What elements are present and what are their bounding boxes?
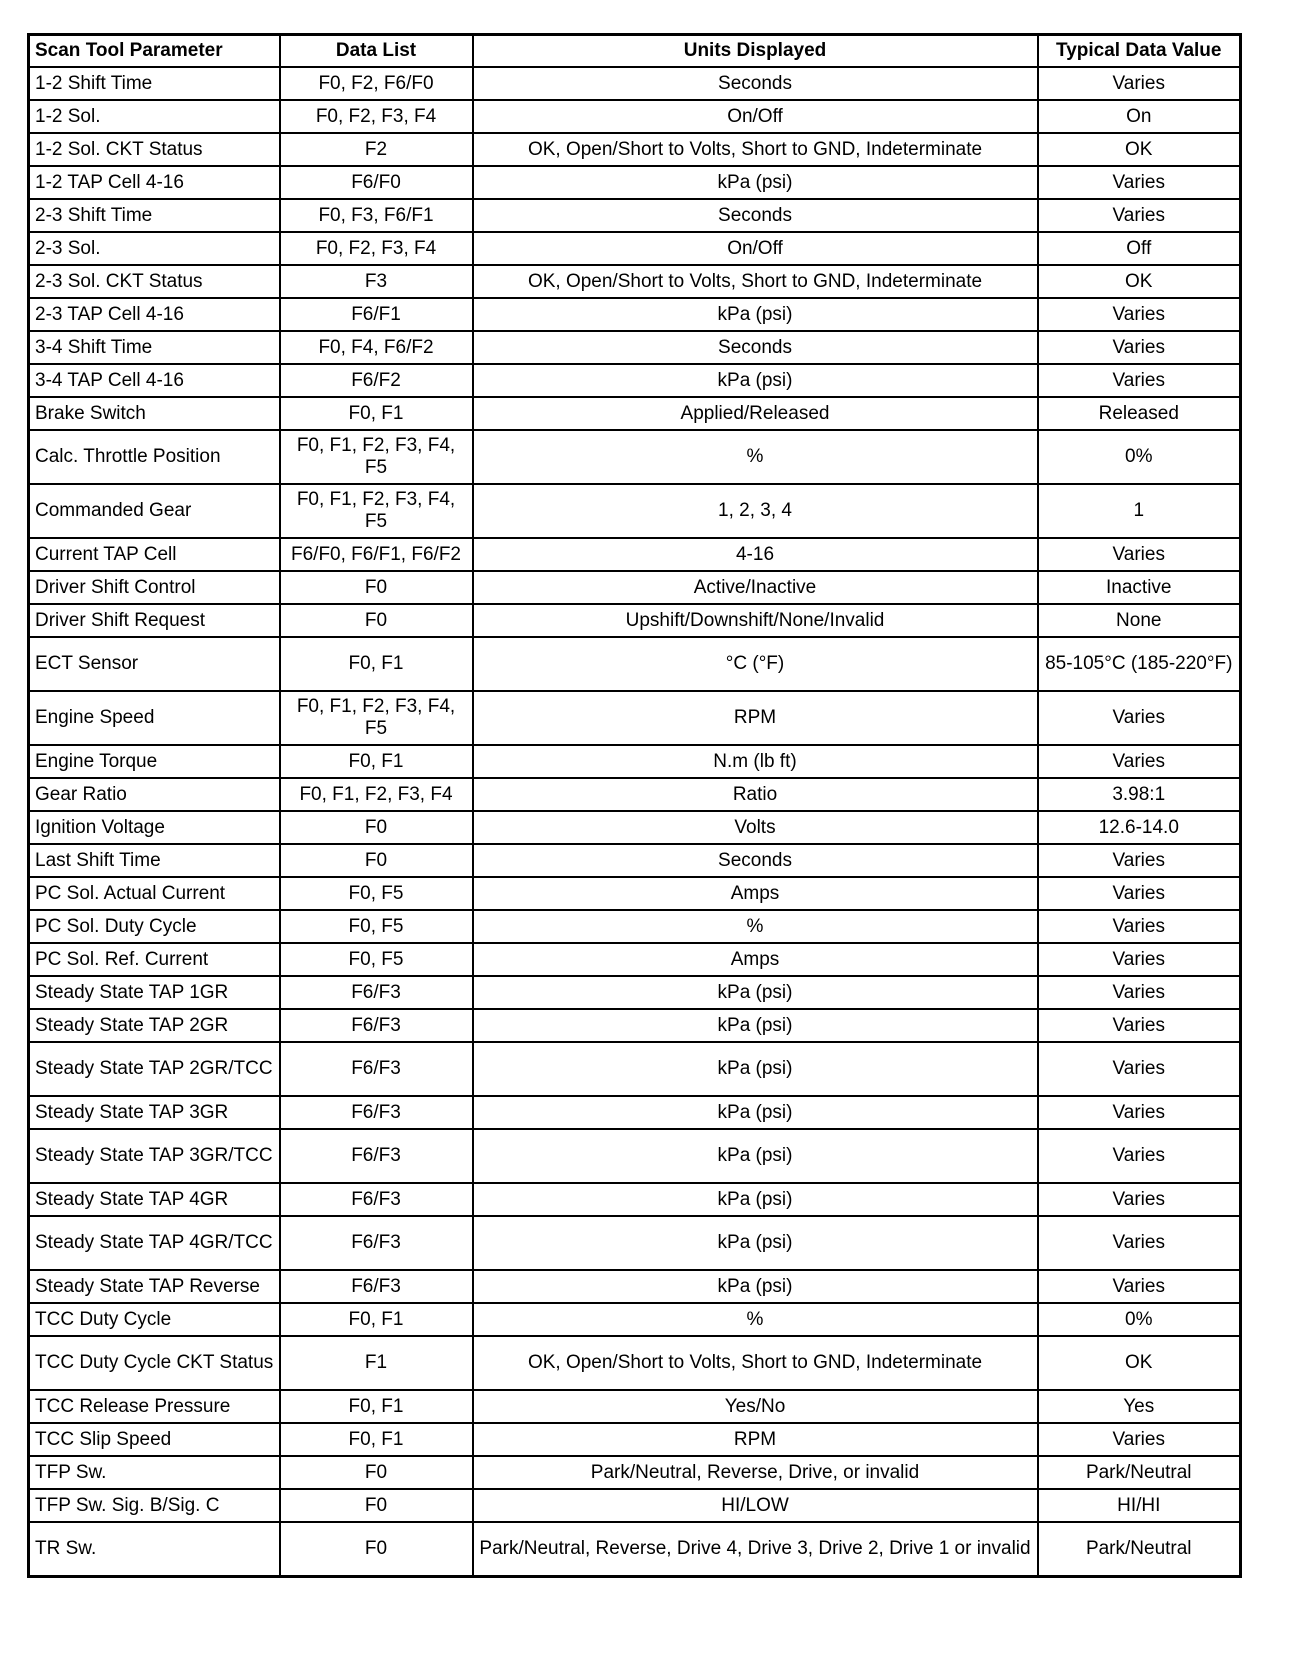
table-body (29, 67, 1241, 1577)
cell-units-displayed: N.m (lb ft) (473, 745, 1038, 778)
cell-typical-data-value: Varies (1038, 364, 1241, 397)
cell-units-displayed: On/Off (473, 100, 1038, 133)
cell-scan-tool-parameter: Current TAP Cell (29, 538, 280, 571)
cell-scan-tool-parameter: Driver Shift Request (29, 604, 280, 637)
cell-typical-data-value: Inactive (1038, 571, 1241, 604)
cell-typical-data-value: Varies (1038, 745, 1241, 778)
cell-scan-tool-parameter: TFP Sw. (29, 1456, 280, 1489)
cell-scan-tool-parameter: 2-3 Sol. CKT Status (29, 265, 280, 298)
table-row (29, 691, 1241, 745)
cell-scan-tool-parameter: Steady State TAP 3GR (29, 1096, 280, 1129)
cell-scan-tool-parameter: Steady State TAP 4GR/TCC (29, 1216, 280, 1270)
cell-data-list: F6/F3 (280, 1009, 473, 1042)
cell-data-list: F0, F1 (280, 1390, 473, 1423)
scan-tool-data-table (27, 33, 1242, 1578)
cell-typical-data-value: OK (1038, 1336, 1241, 1390)
cell-data-list: F2 (280, 133, 473, 166)
cell-scan-tool-parameter: 3-4 TAP Cell 4-16 (29, 364, 280, 397)
cell-data-list: F6/F3 (280, 1216, 473, 1270)
table-row (29, 1390, 1241, 1423)
table-row (29, 1489, 1241, 1522)
cell-data-list: F0, F1 (280, 745, 473, 778)
table-row (29, 844, 1241, 877)
table-row (29, 1183, 1241, 1216)
table-row (29, 331, 1241, 364)
table-row (29, 397, 1241, 430)
cell-typical-data-value: Varies (1038, 1270, 1241, 1303)
cell-scan-tool-parameter: TCC Release Pressure (29, 1390, 280, 1423)
table-row (29, 430, 1241, 484)
cell-units-displayed: % (473, 910, 1038, 943)
cell-scan-tool-parameter: Gear Ratio (29, 778, 280, 811)
cell-units-displayed: Amps (473, 877, 1038, 910)
table-row (29, 976, 1241, 1009)
cell-data-list: F0, F1, F2, F3, F4, F5 (280, 691, 473, 745)
cell-data-list: F6/F3 (280, 976, 473, 1009)
cell-scan-tool-parameter: 1-2 Shift Time (29, 67, 280, 100)
cell-units-displayed: OK, Open/Short to Volts, Short to GND, Indeterminate (473, 1336, 1038, 1390)
cell-units-displayed: OK, Open/Short to Volts, Short to GND, Indeterminate (473, 265, 1038, 298)
cell-scan-tool-parameter: 1-2 Sol. (29, 100, 280, 133)
cell-data-list: F6/F3 (280, 1183, 473, 1216)
cell-typical-data-value: Varies (1038, 1423, 1241, 1456)
table-row (29, 133, 1241, 166)
table-header-row (29, 35, 1241, 68)
cell-units-displayed: RPM (473, 691, 1038, 745)
table-row (29, 1042, 1241, 1096)
cell-typical-data-value: Yes (1038, 1390, 1241, 1423)
cell-typical-data-value: Varies (1038, 166, 1241, 199)
cell-typical-data-value: On (1038, 100, 1241, 133)
header-units-displayed: Units Displayed (473, 35, 1038, 68)
cell-scan-tool-parameter: Engine Torque (29, 745, 280, 778)
cell-data-list: F1 (280, 1336, 473, 1390)
cell-units-displayed: kPa (psi) (473, 1096, 1038, 1129)
cell-scan-tool-parameter: TCC Slip Speed (29, 1423, 280, 1456)
cell-data-list: F0, F3, F6/F1 (280, 199, 473, 232)
cell-units-displayed: kPa (psi) (473, 1183, 1038, 1216)
table-row (29, 1129, 1241, 1183)
cell-units-displayed: kPa (psi) (473, 1009, 1038, 1042)
table-row (29, 877, 1241, 910)
cell-units-displayed: HI/LOW (473, 1489, 1038, 1522)
cell-typical-data-value: Off (1038, 232, 1241, 265)
cell-scan-tool-parameter: ECT Sensor (29, 637, 280, 691)
cell-units-displayed: Upshift/Downshift/None/Invalid (473, 604, 1038, 637)
cell-typical-data-value: Varies (1038, 943, 1241, 976)
cell-units-displayed: kPa (psi) (473, 364, 1038, 397)
cell-data-list: F6/F0 (280, 166, 473, 199)
cell-typical-data-value: Varies (1038, 844, 1241, 877)
cell-scan-tool-parameter: Ignition Voltage (29, 811, 280, 844)
cell-typical-data-value: 0% (1038, 1303, 1241, 1336)
cell-units-displayed: kPa (psi) (473, 1042, 1038, 1096)
cell-typical-data-value: 12.6-14.0 (1038, 811, 1241, 844)
cell-scan-tool-parameter: PC Sol. Duty Cycle (29, 910, 280, 943)
cell-data-list: F3 (280, 265, 473, 298)
cell-scan-tool-parameter: Last Shift Time (29, 844, 280, 877)
cell-units-displayed: Active/Inactive (473, 571, 1038, 604)
cell-scan-tool-parameter: TCC Duty Cycle (29, 1303, 280, 1336)
cell-units-displayed: Seconds (473, 844, 1038, 877)
cell-data-list: F6/F1 (280, 298, 473, 331)
cell-scan-tool-parameter: Steady State TAP 3GR/TCC (29, 1129, 280, 1183)
cell-typical-data-value: Varies (1038, 1183, 1241, 1216)
cell-scan-tool-parameter: Steady State TAP 4GR (29, 1183, 280, 1216)
cell-units-displayed: Seconds (473, 199, 1038, 232)
cell-units-displayed: % (473, 430, 1038, 484)
table-row (29, 538, 1241, 571)
table-row (29, 637, 1241, 691)
table-row (29, 910, 1241, 943)
cell-typical-data-value: Released (1038, 397, 1241, 430)
cell-units-displayed: Volts (473, 811, 1038, 844)
cell-units-displayed: Applied/Released (473, 397, 1038, 430)
cell-scan-tool-parameter: PC Sol. Ref. Current (29, 943, 280, 976)
cell-typical-data-value: 3.98:1 (1038, 778, 1241, 811)
cell-units-displayed: kPa (psi) (473, 1129, 1038, 1183)
table-row (29, 484, 1241, 538)
cell-data-list: F0, F5 (280, 877, 473, 910)
cell-units-displayed: Amps (473, 943, 1038, 976)
cell-typical-data-value: Varies (1038, 298, 1241, 331)
cell-scan-tool-parameter: Steady State TAP 2GR/TCC (29, 1042, 280, 1096)
header-scan-tool-parameter: Scan Tool Parameter (29, 35, 280, 68)
cell-scan-tool-parameter: PC Sol. Actual Current (29, 877, 280, 910)
cell-data-list: F0 (280, 1522, 473, 1577)
cell-data-list: F0, F1 (280, 1303, 473, 1336)
cell-typical-data-value: Varies (1038, 1096, 1241, 1129)
table-row (29, 1009, 1241, 1042)
cell-scan-tool-parameter: 2-3 TAP Cell 4-16 (29, 298, 280, 331)
table-row (29, 1423, 1241, 1456)
cell-scan-tool-parameter: Commanded Gear (29, 484, 280, 538)
cell-units-displayed: % (473, 1303, 1038, 1336)
cell-scan-tool-parameter: Engine Speed (29, 691, 280, 745)
cell-data-list: F0, F1 (280, 1423, 473, 1456)
cell-data-list: F6/F3 (280, 1042, 473, 1096)
cell-units-displayed: Park/Neutral, Reverse, Drive 4, Drive 3, Drive 2, Drive 1 or invalid (473, 1522, 1038, 1577)
cell-data-list: F0, F5 (280, 910, 473, 943)
cell-data-list: F0, F2, F3, F4 (280, 232, 473, 265)
cell-typical-data-value: Park/Neutral (1038, 1456, 1241, 1489)
table-row (29, 166, 1241, 199)
table-row (29, 1456, 1241, 1489)
cell-data-list: F0, F1, F2, F3, F4, F5 (280, 484, 473, 538)
table-row (29, 604, 1241, 637)
cell-typical-data-value: 1 (1038, 484, 1241, 538)
cell-typical-data-value: OK (1038, 265, 1241, 298)
cell-data-list: F0 (280, 1489, 473, 1522)
cell-data-list: F0, F1 (280, 397, 473, 430)
cell-scan-tool-parameter: Steady State TAP 2GR (29, 1009, 280, 1042)
cell-data-list: F0, F2, F3, F4 (280, 100, 473, 133)
cell-data-list: F0 (280, 1456, 473, 1489)
table-row (29, 298, 1241, 331)
cell-units-displayed: Park/Neutral, Reverse, Drive, or invalid (473, 1456, 1038, 1489)
cell-data-list: F0, F2, F6/F0 (280, 67, 473, 100)
table-row (29, 1303, 1241, 1336)
table-row (29, 1216, 1241, 1270)
cell-scan-tool-parameter: 1-2 TAP Cell 4-16 (29, 166, 280, 199)
cell-typical-data-value: 0% (1038, 430, 1241, 484)
cell-units-displayed: Seconds (473, 331, 1038, 364)
cell-data-list: F0 (280, 571, 473, 604)
table-row (29, 265, 1241, 298)
cell-data-list: F0, F4, F6/F2 (280, 331, 473, 364)
cell-units-displayed: kPa (psi) (473, 1216, 1038, 1270)
table-row (29, 1270, 1241, 1303)
cell-typical-data-value: None (1038, 604, 1241, 637)
cell-typical-data-value: Varies (1038, 976, 1241, 1009)
cell-data-list: F0 (280, 604, 473, 637)
table-row (29, 811, 1241, 844)
table-row (29, 943, 1241, 976)
cell-units-displayed: 1, 2, 3, 4 (473, 484, 1038, 538)
cell-scan-tool-parameter: 1-2 Sol. CKT Status (29, 133, 280, 166)
cell-units-displayed: Yes/No (473, 1390, 1038, 1423)
cell-typical-data-value: 85-105°C (185-220°F) (1038, 637, 1241, 691)
cell-data-list: F0 (280, 811, 473, 844)
header-typical-data-value: Typical Data Value (1038, 35, 1241, 68)
cell-scan-tool-parameter: Calc. Throttle Position (29, 430, 280, 484)
cell-units-displayed: On/Off (473, 232, 1038, 265)
table-row (29, 571, 1241, 604)
cell-typical-data-value: Varies (1038, 67, 1241, 100)
cell-data-list: F0 (280, 844, 473, 877)
cell-data-list: F6/F0, F6/F1, F6/F2 (280, 538, 473, 571)
cell-data-list: F0, F1, F2, F3, F4 (280, 778, 473, 811)
cell-typical-data-value: Varies (1038, 1216, 1241, 1270)
cell-data-list: F6/F3 (280, 1129, 473, 1183)
cell-typical-data-value: OK (1038, 133, 1241, 166)
cell-units-displayed: 4-16 (473, 538, 1038, 571)
cell-units-displayed: kPa (psi) (473, 976, 1038, 1009)
table-row (29, 778, 1241, 811)
cell-scan-tool-parameter: Steady State TAP 1GR (29, 976, 280, 1009)
cell-data-list: F0, F1 (280, 637, 473, 691)
table-row (29, 745, 1241, 778)
cell-units-displayed: Ratio (473, 778, 1038, 811)
cell-data-list: F0, F5 (280, 943, 473, 976)
cell-data-list: F6/F2 (280, 364, 473, 397)
cell-units-displayed: kPa (psi) (473, 1270, 1038, 1303)
table-row (29, 364, 1241, 397)
table-row (29, 232, 1241, 265)
cell-units-displayed: Seconds (473, 67, 1038, 100)
cell-typical-data-value: Varies (1038, 538, 1241, 571)
cell-typical-data-value: Varies (1038, 1129, 1241, 1183)
cell-data-list: F6/F3 (280, 1096, 473, 1129)
table-row (29, 100, 1241, 133)
cell-typical-data-value: Varies (1038, 1042, 1241, 1096)
cell-typical-data-value: Varies (1038, 199, 1241, 232)
cell-typical-data-value: Varies (1038, 1009, 1241, 1042)
cell-scan-tool-parameter: Brake Switch (29, 397, 280, 430)
cell-units-displayed: kPa (psi) (473, 298, 1038, 331)
cell-typical-data-value: Varies (1038, 691, 1241, 745)
cell-scan-tool-parameter: Steady State TAP Reverse (29, 1270, 280, 1303)
cell-scan-tool-parameter: TFP Sw. Sig. B/Sig. C (29, 1489, 280, 1522)
cell-scan-tool-parameter: 2-3 Shift Time (29, 199, 280, 232)
table-row (29, 67, 1241, 100)
cell-typical-data-value: Varies (1038, 331, 1241, 364)
cell-scan-tool-parameter: 2-3 Sol. (29, 232, 280, 265)
cell-scan-tool-parameter: TR Sw. (29, 1522, 280, 1577)
table-row (29, 199, 1241, 232)
cell-scan-tool-parameter: TCC Duty Cycle CKT Status (29, 1336, 280, 1390)
cell-units-displayed: kPa (psi) (473, 166, 1038, 199)
cell-scan-tool-parameter: 3-4 Shift Time (29, 331, 280, 364)
cell-typical-data-value: Varies (1038, 910, 1241, 943)
cell-data-list: F6/F3 (280, 1270, 473, 1303)
table-row (29, 1096, 1241, 1129)
cell-typical-data-value: Park/Neutral (1038, 1522, 1241, 1577)
cell-scan-tool-parameter: Driver Shift Control (29, 571, 280, 604)
header-data-list: Data List (280, 35, 473, 68)
table-row (29, 1522, 1241, 1577)
table-row (29, 1336, 1241, 1390)
cell-typical-data-value: HI/HI (1038, 1489, 1241, 1522)
cell-data-list: F0, F1, F2, F3, F4, F5 (280, 430, 473, 484)
cell-typical-data-value: Varies (1038, 877, 1241, 910)
cell-units-displayed: °C (°F) (473, 637, 1038, 691)
cell-units-displayed: OK, Open/Short to Volts, Short to GND, Indeterminate (473, 133, 1038, 166)
cell-units-displayed: RPM (473, 1423, 1038, 1456)
